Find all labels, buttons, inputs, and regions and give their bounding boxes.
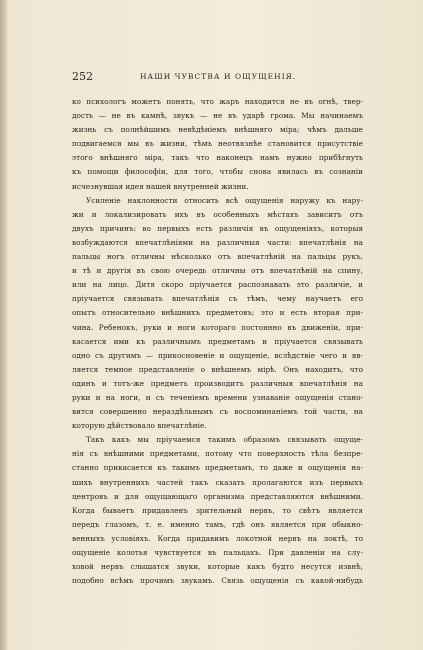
text-line: венныхъ условіяхъ. Когда придавимъ локотной нервъ на локтѣ, то (72, 533, 363, 543)
text-line: подобно всѣмъ прочимъ звукамъ. Связь ощущенія съ какой-нибудь (72, 576, 363, 586)
text-line: центровъ и для ощущающаго организма представляются внѣшними. (72, 491, 363, 501)
text-line: ощущеніе колотья чувствуется въ пальцахъ. При давленіи на слу- (72, 548, 363, 557)
text-line: Такъ какъ мы пріучаемся такимъ образомъ связывать ощуще- (86, 435, 363, 445)
text-line: двухъ причинъ: во первыхъ есть различія въ ощущеніяхъ, которыя (72, 223, 363, 233)
text-line: передъ глазомъ, т. е. именно тамъ, гдѣ онъ является при обыкно- (72, 519, 363, 529)
text-line: которую дѣйствовало впечатлѣніе. (72, 421, 207, 431)
text-line: опытъ относительно внѣшнихъ предметовъ; это и есть вторая при- (72, 308, 363, 318)
text-line: нія съ внѣшними предметами, потому что поверхность тѣла безпре- (72, 449, 363, 459)
text-line: этого внѣшняго міра, такъ что наконецъ намъ нужно прибѣгнуть (72, 153, 363, 163)
text-line: касается ими къ различнымъ предметамъ и пріучается связывать (72, 336, 363, 346)
text-line: пріучается связывать впечатлѣнія съ тѣмъ, чему научаетъ его (72, 294, 363, 304)
text-line: подвигаемся мы въ жизни, тѣмъ неотвязнѣе становится присутствіе (72, 139, 363, 149)
text-line: руки и на ноги, и съ теченіемъ времени узнаваніе ощущенія стано- (72, 392, 363, 402)
text-line: жи и локализировать ихъ въ особенныхъ мѣстахъ зависитъ отъ (72, 209, 363, 219)
paragraph-1 (72, 95, 363, 194)
text-line: шихъ внутреннихъ частей такъ сказать пролагаются изъ первыхъ (72, 477, 363, 487)
text-line: ко психологъ можетъ понять, что жаръ находится не въ огнѣ, твер- (72, 97, 363, 106)
text-line: и тѣ и другія въ свою очередь отличны отъ впечатлѣній на спину, (72, 266, 363, 276)
text-line: пальцы ногъ отличны нѣсколько отъ впечатлѣній на пальцы рукъ, (72, 252, 363, 262)
binding-shadow (0, 0, 8, 650)
text-line: или на лицо. Дитя скоро пріучается распознавать это различіе, и (72, 280, 363, 290)
text-line: вится совершенно нераздѣльнымъ съ воспоминаніемъ той части, на (72, 407, 363, 417)
text-line: чина. Ребенокъ, руки и ноги котораго постоянно въ движеніи, при- (72, 322, 363, 332)
text-line: одно съ другимъ — прикосновеніе и ощущеніе, вслѣдствіе чего и яв- (72, 350, 363, 360)
page-number: 252 (72, 70, 93, 83)
paragraph-3 (72, 433, 363, 588)
body-text (72, 95, 363, 588)
text-line: Усиленіе наклонности относить всѣ ощущенія наружу къ нару- (86, 195, 363, 205)
text-line: станно прикасается къ такимъ предметамъ, то даже и ощущенія на- (72, 463, 363, 473)
text-line: ляется темное представленіе о внѣшнемъ мірѣ. Онъ находитъ, что (72, 364, 363, 374)
paragraph-2 (72, 194, 363, 434)
text-line: исчезнувшая идея нашей внутренней жизни. (72, 181, 249, 191)
running-head: НАШИ ЧУВСТВА И ОЩУЩЕНІЯ. (140, 72, 297, 81)
text-line: къ помощи философіи, для того, чтобы снова явилась въ сознаніи (72, 167, 363, 177)
text-line: Когда бываетъ придавленъ зрительный нервъ, то свѣтъ является (72, 505, 363, 515)
text-line: одинъ и тотъ-же предметъ производитъ различныя впечатлѣнія на (72, 378, 363, 388)
text-line: ховой нервъ слышатся звуки, которые какъ будто несутся извнѣ, (72, 562, 363, 572)
text-line: возбуждаются впечатлѣніями на различныя части: впечатлѣнія на (72, 237, 363, 247)
text-line: жизнь съ полнѣйшимъ невѣдѣніемъ внѣшняго міра; чѣмъ дальше (72, 125, 363, 135)
text-line: дость — не въ камнѣ, звукъ — не въ ударѣ грома. Мы начинаемъ (72, 111, 363, 121)
page-header (72, 70, 362, 84)
